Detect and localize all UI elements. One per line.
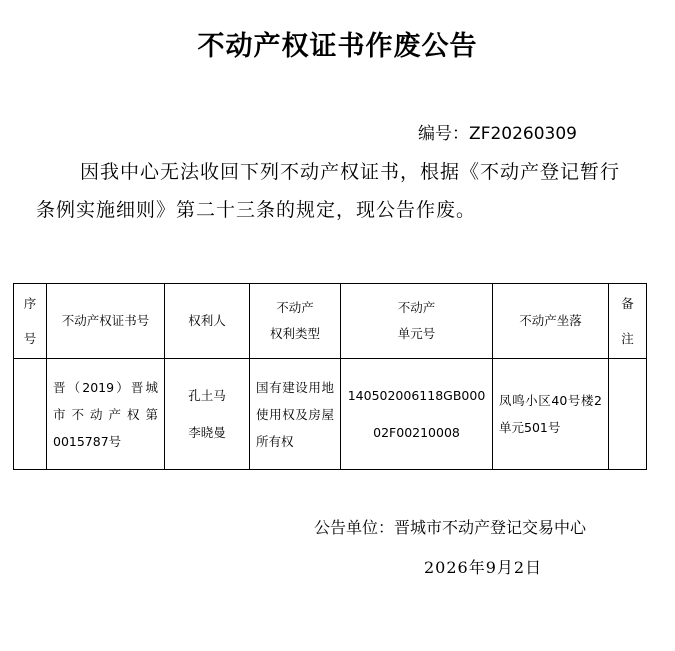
header-owner: 权利人 — [165, 284, 250, 359]
header-note-text: 备注 — [621, 296, 634, 346]
cell-owner — [165, 359, 250, 470]
cell-cert-no: 晋（2019）晋城市不动产权第0015787号 — [47, 359, 165, 470]
header-seq-text: 序号 — [23, 296, 37, 346]
header-right-type-line1: 不动产 — [276, 300, 314, 315]
header-seq — [14, 284, 47, 359]
table-header-row — [14, 284, 647, 359]
notice-date: 2026年9月2日 — [424, 558, 543, 577]
notice-number: 编号：ZF20260309 — [418, 124, 577, 144]
cell-unit-no-text: 140502006118GB00002F00210008 — [347, 388, 486, 440]
cell-seq — [14, 359, 47, 470]
header-unit-no-line2: 单元号 — [397, 326, 436, 341]
header-cert-no: 不动产权证书号 — [47, 284, 165, 359]
header-location: 不动产坐落 — [493, 284, 609, 359]
cell-location: 凤鸣小区40号楼2单元501号 — [493, 359, 609, 470]
notice-title: 不动产权证书作废公告 — [197, 31, 478, 62]
header-unit-no-line1: 不动产 — [397, 300, 436, 315]
issuing-organization: 公告单位：晋城市不动产登记交易中心 — [314, 518, 587, 537]
table-row — [14, 359, 647, 470]
cell-unit-no — [341, 359, 493, 470]
cell-note — [609, 359, 647, 470]
certificate-table — [13, 283, 647, 470]
header-unit-no — [341, 284, 493, 359]
header-right-type — [250, 284, 341, 359]
cell-right-type: 国有建设用地使用权及房屋所有权 — [250, 359, 341, 470]
notice-body: 因我中心无法收回下列不动产权证书，根据《不动产登记暂行条例实施细则》第二十三条的规定，现公告作废。 — [36, 161, 621, 221]
header-right-type-line2: 权利类型 — [269, 326, 320, 341]
header-note — [609, 284, 647, 359]
cell-owner-text: 孔土马 李晓曼 — [188, 388, 226, 440]
